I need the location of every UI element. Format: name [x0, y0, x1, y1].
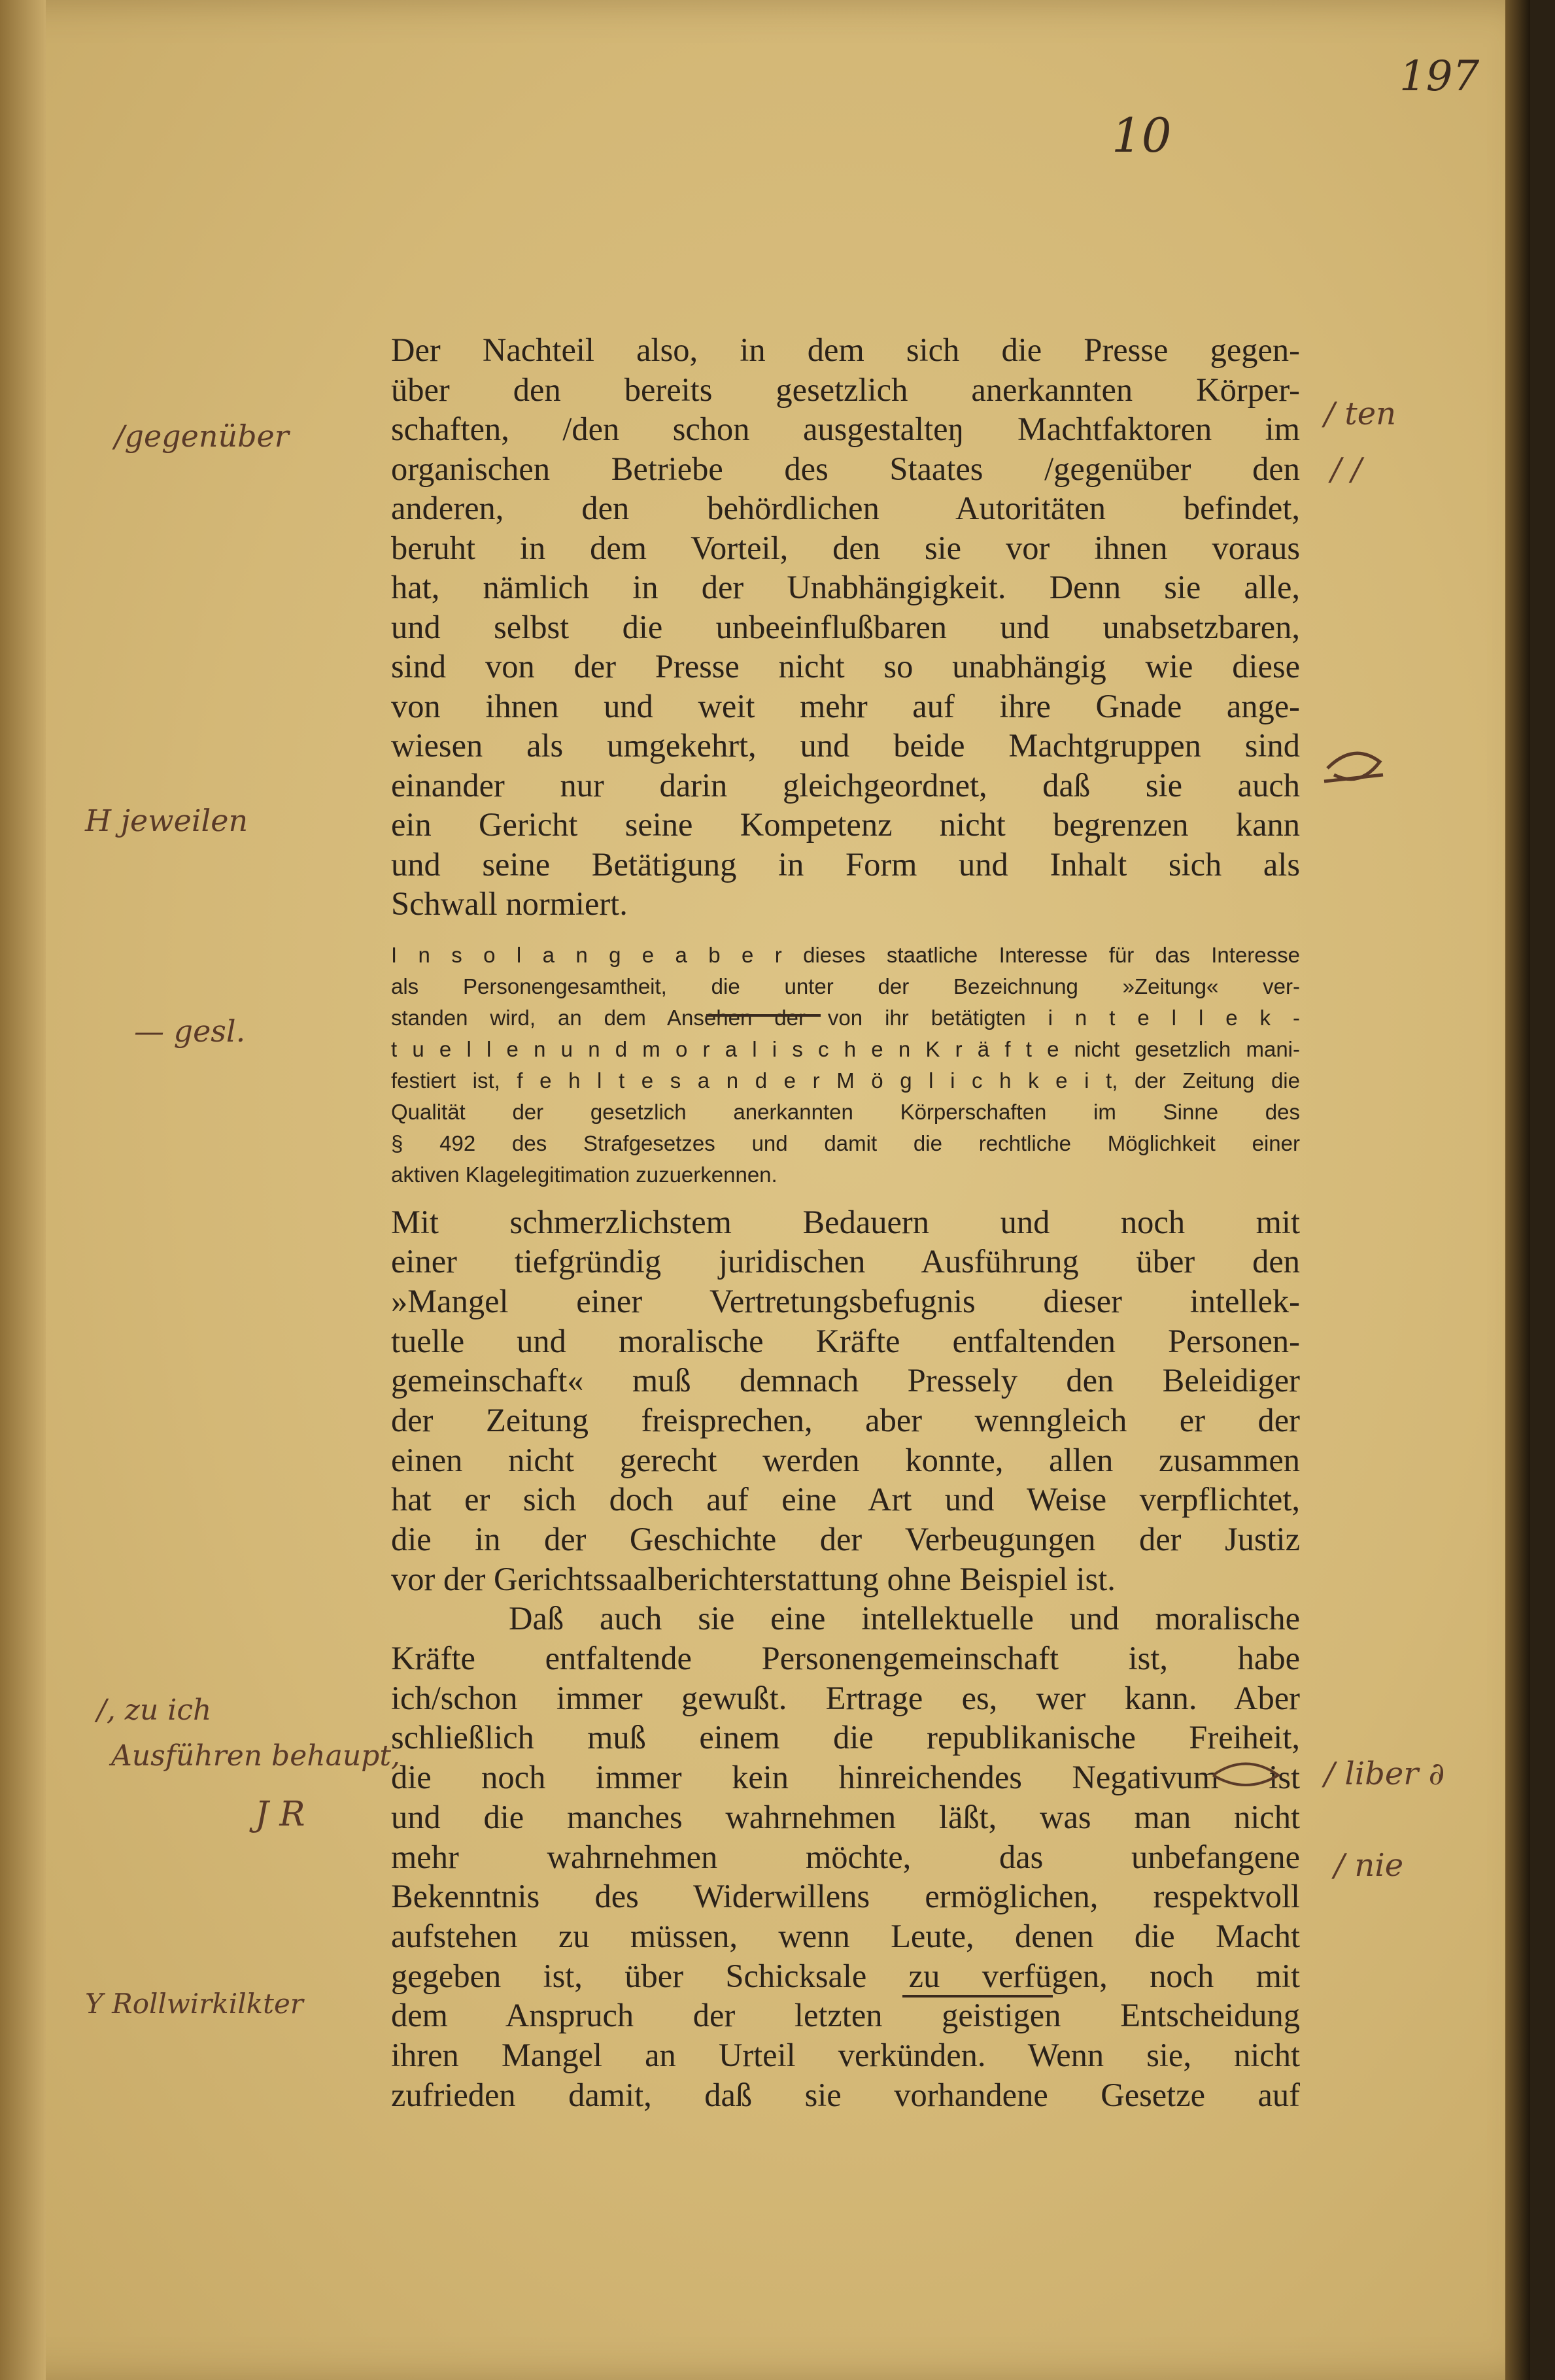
text-line: Schwall normiert.: [391, 885, 628, 922]
text-line: die in der Geschichte der Verbeugungen der Justiz: [391, 1521, 1300, 1557]
folio-number: 197: [1399, 52, 1480, 101]
quote-line: aktiven Klagelegitimation zuzuerkennen.: [391, 1162, 778, 1187]
text-line: ich/schon immer gewußt. Ertrage es, wer kann. Aber: [391, 1679, 1300, 1716]
text-line: Kräfte entfaltende Personengemeinschaft ist, habe: [391, 1640, 1300, 1677]
text-line: sind von der Presse nicht so unabhängig wie diese: [391, 648, 1300, 685]
text-line: die noch immer kein hinreichendes Negativum ist: [391, 1759, 1300, 1796]
quote-line: t u e l l e n u n d m o r a l i s c h e n K r ä f t e nicht gesetzlich mani-: [391, 1036, 1300, 1061]
margin-note: — gesl.: [134, 1013, 246, 1049]
margin-note: /, zu ich: [97, 1693, 212, 1727]
quote-line: als Personengesamtheit, die unter der Bezeichnung »Zeitung« ver-: [391, 974, 1300, 998]
text-line: ein Gericht seine Kompetenz nicht begrenzen kann: [391, 806, 1300, 843]
margin-note: H jeweilen: [85, 803, 248, 838]
text-line: von ihnen und weit mehr auf ihre Gnade ange-: [391, 687, 1300, 724]
text-line: tuelle und moralische Kräfte entfaltenden Personen-: [391, 1322, 1300, 1359]
quote-line: Qualität der gesetzlich anerkannten Körperschaften im Sinne des: [391, 1099, 1300, 1124]
quote-line: § 492 des Strafgesetzes und damit die rechtliche Möglichkeit einer: [391, 1130, 1300, 1155]
text-line: ihren Mangel an Urteil verkünden. Wenn sie, nicht: [391, 2036, 1300, 2073]
text-line: schließlich muß einem die republikanische Freiheit,: [391, 1719, 1300, 1756]
text-line: einander nur darin gleichgeordnet, daß sie auch: [391, 766, 1300, 804]
text-line: hat er sich doch auf eine Art und Weise verpflichtet,: [391, 1481, 1300, 1518]
text-line: über den bereits gesetzlich anerkannten Körper-: [391, 371, 1300, 408]
text-line: mehr wahrnehmen möchte, das unbefangene: [391, 1838, 1300, 1875]
text-line: gegeben ist, über Schicksale zu verfügen, noch mit: [391, 1957, 1300, 1994]
margin-note: / ten: [1324, 396, 1397, 432]
text-line: und die manches wahrnehmen läßt, was man nicht: [391, 1798, 1300, 1835]
text-line: zufrieden damit, daß sie vorhandene Gesetze auf: [391, 2076, 1300, 2113]
text-line: organischen Betriebe des Staates /gegenüber den: [391, 450, 1300, 487]
text-line: beruht in dem Vorteil, den sie vor ihnen voraus: [391, 529, 1300, 566]
text-line: Daß auch sie eine intellektuelle und moralische: [509, 1600, 1300, 1637]
margin-note: / liber ∂: [1324, 1756, 1445, 1792]
text-line: einer tiefgründig juridischen Ausführung über den: [391, 1243, 1300, 1280]
text-line: hat, nämlich in der Unabhängigkeit. Denn sie alle,: [391, 569, 1300, 605]
text-line: Bekenntnis des Widerwillens ermöglichen, respektvoll: [391, 1878, 1300, 1915]
text-line: gemeinschaft« muß demnach Pressely den Beleidiger: [391, 1362, 1300, 1399]
section-number: 10: [1112, 108, 1172, 163]
text-line: einen nicht gerecht werden konnte, allen zusammen: [391, 1441, 1300, 1478]
quote-line: festiert ist, f e h l t e s a n d e r M ö g l i c h k e i t, der Zeitung die: [391, 1068, 1300, 1093]
margin-note: / /: [1331, 451, 1362, 488]
text-line: schaften, /den schon ausgestalteŋ Machtfaktoren im: [391, 411, 1300, 447]
text-line: Mit schmerzlichstem Bedauern und noch mit: [391, 1203, 1300, 1240]
margin-note: J R: [255, 1795, 305, 1834]
text-line: aufstehen zu müssen, wenn Leute, denen die Macht: [391, 1917, 1300, 1954]
quote-line: standen wird, an dem Ansehen der von ihr betätigten i n t e l l e k -: [391, 1005, 1300, 1030]
deletion-mark: [1324, 753, 1383, 781]
text-line: Der Nachteil also, in dem sich die Presse gegen-: [391, 332, 1300, 368]
text-line: der Zeitung freisprechen, aber wenngleich er der: [391, 1401, 1300, 1438]
text-line: wiesen als umgekehrt, und beide Machtgruppen sind: [391, 727, 1300, 764]
text-line: dem Anspruch der letzten geistigen Entscheidung: [391, 1997, 1300, 2034]
text-line: und selbst die unbeeinflußbaren und unabsetzbaren,: [391, 608, 1300, 645]
text-line: und seine Betätigung in Form und Inhalt sich als: [391, 845, 1300, 883]
margin-note: /gegenüber: [114, 418, 289, 454]
text-line: »Mangel einer Vertretungsbefugnis dieser intellek-: [391, 1282, 1300, 1319]
margin-note: Ausführen behaupt,: [111, 1739, 400, 1773]
margin-note: / nie: [1334, 1847, 1404, 1884]
quote-line: I n s o l a n g e a b e r dieses staatliche Interesse für das Interesse: [391, 942, 1300, 967]
circle-mark: [1213, 1764, 1278, 1786]
text-line: vor der Gerichtssaalberichterstattung ohne Beispiel ist.: [391, 1560, 1116, 1597]
margin-note: Y Rollwirkilkter: [85, 1988, 303, 2020]
text-line: anderen, den behördlichen Autoritäten befindet,: [391, 490, 1300, 526]
